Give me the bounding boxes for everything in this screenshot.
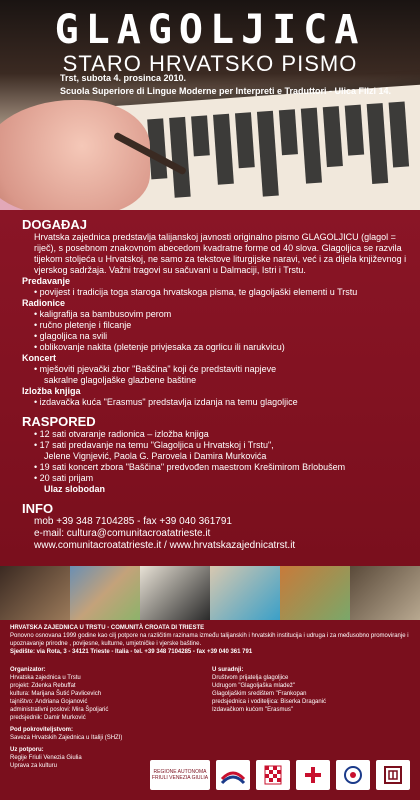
dogadaj-text: Hrvatska zajednica predstavlja talijanskoj javnosti originalno pismo GLAGOLJICU (glagol = riječ), s posebnom znakovnom abecedom kvadratne forme od 40 slova. Glagoljica se razvila tijekom stoljeća u Hrvatskoj, ne samo za tekstove liturgijske naravi, već i za dijela književnog i vjerskog sadržaja. Važni tragovi su sačuvani u Dalmaciji, Istri i Trstu. — [34, 232, 407, 275]
hand — [0, 100, 150, 210]
checkered-shield-icon — [256, 760, 290, 790]
schedule-item: • 17 sati predavanje na temu "Glagoljica u Hrvatskoj i Trstu", — [34, 440, 274, 450]
partner-line: Društvom prijatelja glagoljice — [212, 675, 289, 681]
info-web[interactable]: www.comunitacroatatrieste.it / www.hrvatskazajednicatrst.it — [34, 540, 296, 551]
date-line: Trst, subota 4. prosinca 2010. — [60, 73, 187, 83]
schedule-item: • 12 sati otvaranje radionica – izložba knjiga — [34, 429, 209, 439]
support-line: Regije Friuli Venezia Giulia — [10, 755, 82, 761]
list-item: • oblikovanje nakita (pletenje privjesaka za ogrlicu ili narukvicu) — [34, 342, 285, 352]
predavanje-label: Predavanje — [22, 276, 71, 286]
main-content — [0, 210, 420, 560]
org-seat: Sjedište: via Rota, 3 - 34121 Trieste - Italia - tel. +39 348 7104285 - fax +39 040 361 791 — [10, 649, 253, 655]
list-item: • glagoljica na svili — [34, 331, 108, 341]
partner-line: Glagoljaškim središtem "Frankopan — [212, 691, 307, 697]
organizer-line: kultura: Marijana Šutić Pavlicevich — [10, 691, 102, 697]
dogadaj-heading: DOGAĐAJ — [22, 217, 88, 232]
photo-knitting — [280, 566, 350, 620]
calligraphy-glyphs — [147, 101, 420, 210]
title-block — [0, 8, 420, 76]
partner-line: Udrugom "Glagoljaška mladež" — [212, 683, 295, 689]
photo-workshop — [0, 566, 70, 620]
schedule-item: • 19 sati koncert zbora "Baščina" predvođen maestrom Krešimirom Brlobušem — [34, 462, 346, 472]
partners-label: U suradnji: — [212, 667, 244, 673]
subtitle: STARO HRVATSKO PISMO — [62, 51, 358, 76]
list-item: • ručno pletenje i filcanje — [34, 320, 132, 330]
raspored-heading: RASPORED — [22, 414, 96, 429]
emblem-logo-icon — [336, 760, 370, 790]
partner-line: predsjednica i voditeljica: Biserka Draganić — [212, 699, 327, 705]
info-heading: INFO — [22, 501, 54, 516]
footer — [0, 620, 420, 800]
photo-calligraphy — [140, 566, 210, 620]
photo-choir — [350, 566, 420, 620]
photo-strip — [0, 566, 420, 620]
main-title: GLAGOLJICA — [54, 7, 366, 53]
info-phone: mob +39 348 7104285 - fax +39 040 361791 — [34, 516, 232, 527]
partners-column — [212, 662, 402, 770]
organizer-line: projekt: Zdenka Rebuffat — [10, 683, 76, 689]
organizer-line: administrativni poslovi: Mira Špoljarić — [10, 707, 109, 713]
list-item: • povijest i tradicija toga staroga hrvatskoga pisma, te glagoljaški elementi u Trstu — [34, 287, 358, 297]
header-photo — [0, 0, 420, 210]
partner-logo-icon — [216, 760, 250, 790]
organizer-line: predsjednik: Damir Murković — [10, 715, 86, 721]
support-line: Uprava za kulturu — [10, 763, 58, 769]
event-meta — [60, 72, 391, 98]
organizer-line: tajništvo: Andriana Gojanović — [10, 699, 88, 705]
koncert-label: Koncert — [22, 353, 57, 363]
sponsor-logos — [150, 760, 410, 790]
radionice-label: Radionice — [22, 298, 66, 308]
list-item: sakralne glagoljaške glazbene baštine — [44, 375, 197, 385]
glagolitic-letter-icon — [376, 760, 410, 790]
izlozba-label: Izložba knjiga — [22, 386, 81, 396]
patron-label: Pod pokroviteljstvom: — [10, 727, 74, 733]
info-email[interactable]: e-mail: cultura@comunitacroatatrieste.it — [34, 528, 211, 539]
partner-line: Izdavačkom kućom "Erasmus" — [212, 707, 293, 713]
org-text: Ponovno osnovana 1999 godine kao cilj potpore na različitim razinama između talijanskih i hrvatskih institucija i udruga i za međusobno promoviranje i upoznavanje prirodne , povijesne, kulturne, umjetničke i vjerske baštine. — [10, 633, 409, 647]
organizer-line: Hrvatska zajednica u Trstu — [10, 675, 81, 681]
patron-line: Saveza Hrvatskih Zajednica u Italiji (SHZI) — [10, 735, 123, 741]
list-item: • mješoviti pjevački zbor "Baščina" koji će predstaviti napjeve — [34, 364, 277, 374]
venue-line: Scuola Superiore di Lingue Moderne per Interpreti e Traduttori - Ulica Filzi 14. — [60, 86, 392, 96]
photo-silk — [70, 566, 140, 620]
cross-logo-icon — [296, 760, 330, 790]
free-entry: Ulaz slobodan — [44, 484, 106, 494]
support-label: Uz potporu: — [10, 747, 44, 753]
org-title: HRVATSKA ZAJEDNICA U TRSTU - COMUNITÀ CROATA DI TRIESTE — [10, 625, 205, 631]
schedule-item: • 20 sati prijam — [34, 473, 94, 483]
schedule-item: Jelene Vignjević, Paola G. Parovela i Damira Murkovića — [44, 451, 267, 461]
region-logo: REGIONE AUTONOMA FRIULI VENEZIA GIULIA — [150, 760, 210, 790]
organizer-label: Organizator: — [10, 667, 46, 673]
list-item: • kaligrafija sa bambusovim perom — [34, 309, 172, 319]
organizer-column — [10, 662, 200, 770]
list-item: • izdavačka kuća "Erasmus" predstavlja izdanja na temu glagoljice — [34, 397, 298, 407]
photo-jewelry — [210, 566, 280, 620]
